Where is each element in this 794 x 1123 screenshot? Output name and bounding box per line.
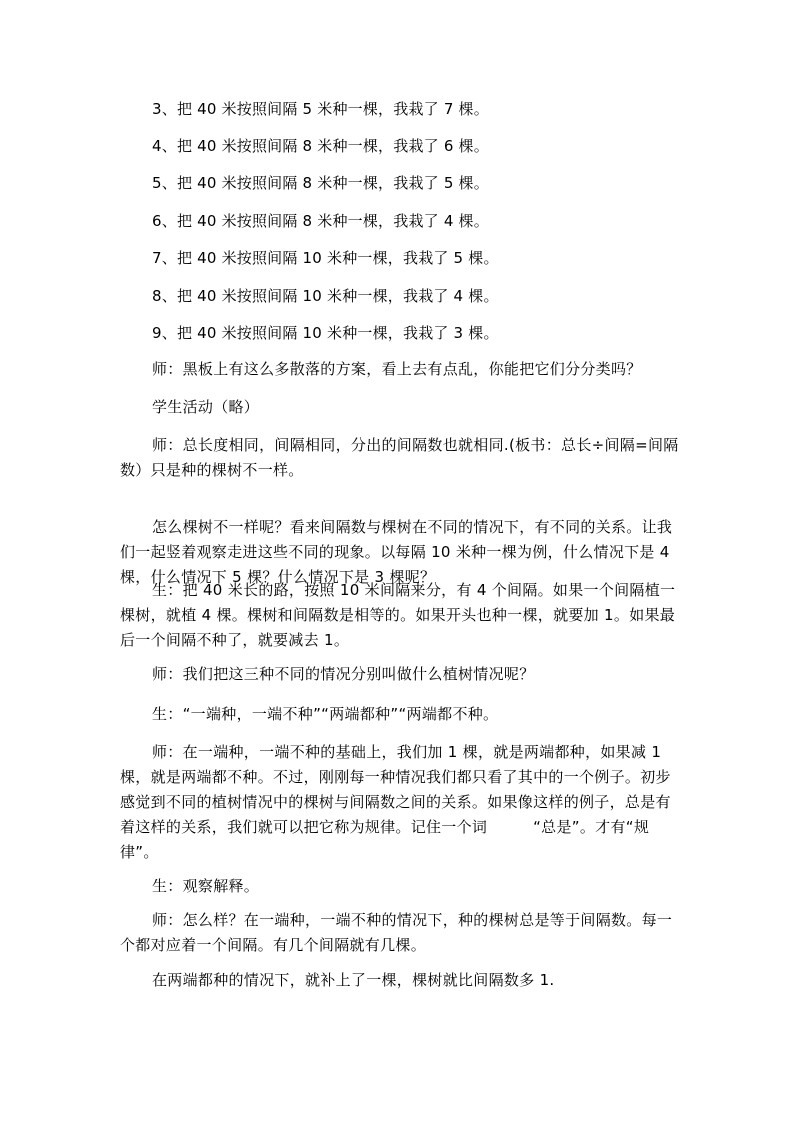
list-item: 4、把 40 米按照间隔 8 米种一棵，我栽了 6 棵。 bbox=[152, 137, 489, 155]
paragraph bbox=[120, 908, 680, 958]
list-item: 7、把 40 米按照间隔 10 米种一棵，我栽了 5 棵。 bbox=[152, 249, 499, 267]
paragraph-text: 师：总长度相同，间隔相同，分出的间隔数也就相同.(板书：总长÷间隔=间隔数）只是种的棵树不一样。 bbox=[120, 436, 679, 479]
paragraph-text: 师：怎么样？在一端种，一端不种的情况下，种的棵树总是等于间隔数。每一个都对应着一个间隔。有几个间隔就有几棵。 bbox=[120, 911, 673, 954]
paragraph-text: 生：“一端种，一端不种”“两端都种”“两端都不种。 bbox=[152, 705, 499, 723]
list-item: 3、把 40 米按照间隔 5 米种一棵，我栽了 7 棵。 bbox=[152, 100, 489, 118]
list-item: 9、把 40 米按照间隔 10 米种一棵，我栽了 3 棵。 bbox=[152, 324, 499, 342]
paragraph-text: 在两端都种的情况下，就补上了一棵，棵树就比间隔数多 1. bbox=[152, 971, 555, 989]
paragraph bbox=[120, 740, 680, 865]
paragraph-text: 学生活动（略） bbox=[152, 398, 260, 416]
paragraph-text: 师：在一端种，一端不种的基础上，我们加 1 棵，就是两端都种，如果减 1 棵，就是两端都不种。不过，刚刚每一种情况我们都只看了其中的一个例子。初步感觉到不同的植树情况中的棵树与间隔数之间的关系。如果像这样的例子，总是有着这样的关系，我们就可以把它称为规律。记住一个词 “总是”。才有“规律”。 bbox=[120, 743, 671, 861]
paragraph-text: 师：我们把这三种不同的情况分别叫做什么植树情况呢？ bbox=[152, 665, 535, 683]
list-item: 8、把 40 米按照间隔 10 米种一棵，我栽了 4 棵。 bbox=[152, 287, 499, 305]
paragraph bbox=[120, 578, 680, 653]
paragraph-text: 生：观察解释。 bbox=[152, 877, 260, 895]
paragraph bbox=[120, 702, 680, 727]
paragraph-text: 生：把 40 米长的路，按照 10 米间隔来分，有 4 个间隔。如果一个间隔植一棵树，就植 4 棵。棵树和间隔数是相等的。如果开头也种一棵，就要加 1。如果最后一个间隔不种了，就要减去 1。 bbox=[120, 581, 676, 649]
paragraph bbox=[120, 357, 680, 382]
list-item: 5、把 40 米按照间隔 8 米种一棵，我栽了 5 棵。 bbox=[152, 174, 489, 192]
paragraph-text: 师：黑板上有这么多散落的方案，看上去有点乱，你能把它们分分类吗？ bbox=[152, 360, 642, 378]
paragraph-text: 怎么棵树不一样呢？看来间隔数与棵树在不同的情况下，有不同的关系。让我们一起竖着观察走进这些不同的现象。以每隔 10 米种一棵为例，什么情况下是 4 棵，什么情况下 5 棵？什么情况下是 3 棵呢？ bbox=[120, 518, 673, 586]
paragraph bbox=[120, 968, 680, 993]
paragraph bbox=[120, 395, 680, 420]
paragraph bbox=[120, 433, 680, 483]
list-item: 6、把 40 米按照间隔 8 米种一棵，我栽了 4 棵。 bbox=[152, 212, 489, 230]
paragraph bbox=[120, 874, 680, 899]
paragraph bbox=[120, 662, 680, 687]
